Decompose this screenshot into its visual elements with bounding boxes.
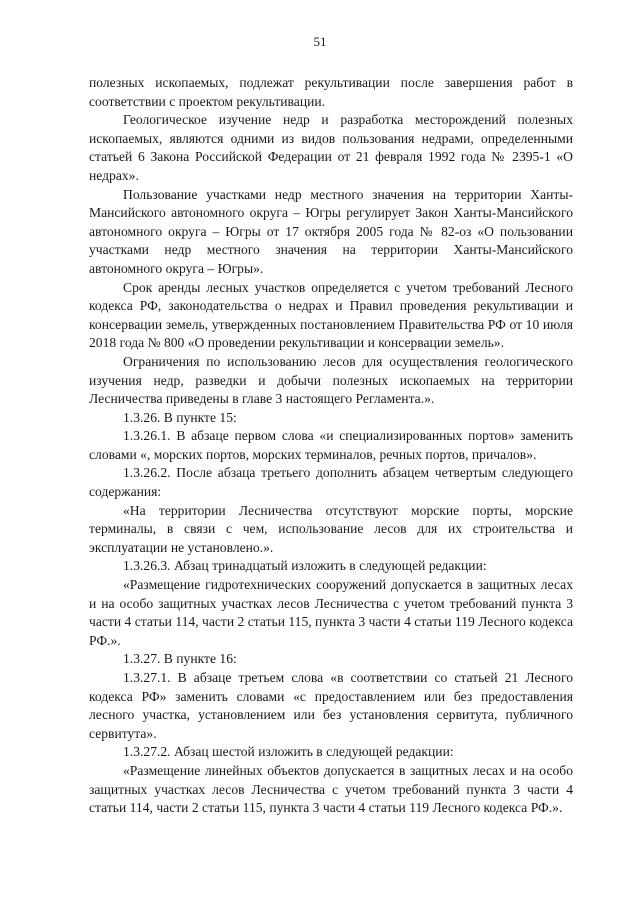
paragraph: 1.3.26. В пункте 15: xyxy=(123,409,237,425)
paragraph: Геологическое изучение недр и разработка месторождений полезных ископаемых, являются одними из видов пользования недрами, определенными статьей 6 Закона Российской Федерации от 21 февраля 1992 года № 2395-1 «О недрах». xyxy=(89,112,573,183)
paragraph: 1.3.26.2. После абзаца третьего дополнить абзацем четвертым следующего содержания: xyxy=(89,465,573,500)
paragraph: 1.3.27.1. В абзаце третьем слова «в соответствии со статьей 21 Лесного кодекса РФ» заменить словами «с предоставлением или без предоставления лесного участка, установлением или без установления сервитута, публичного сервитута». xyxy=(89,670,573,741)
paragraph: полезных ископаемых, подлежат рекультивации после завершения работ в соответствии с проектом рекультивации. xyxy=(89,75,573,109)
paragraph: «На территории Лесничества отсутствуют морские порты, морские терминалы, в связи с чем, использование лесов для их строительства и эксплуатации не установлено.». xyxy=(89,502,573,555)
paragraph: «Размещение гидротехнических сооружений допускается в защитных лесах и на особо защитных участках лесов Лесничества с учетом требований пункта 3 части 4 статьи 114, части 2 статьи 115, пункта 3 части 4 статьи 119 Лесного кодекса РФ.». xyxy=(89,577,574,648)
paragraph: «Размещение линейных объектов допускается в защитных лесах и на особо защитных участках лесов Лесничества с учетом требований пункта 3 части 4 статьи 114, части 2 статьи 115, пункта 3 части 4 статьи 119 Лесного кодекса РФ.». xyxy=(89,762,573,816)
paragraph: Пользование участками недр местного значения на территории Ханты-Мансийского автономного округа – Югры регулирует Закон Ханты-Мансийского автономного округа – Югры от 17 октября 2005 года № 82-оз «О пользовании участками недр местного значения на территории Ханты-Мансийского автономного округа – Югры». xyxy=(89,186,573,276)
paragraph: 1.3.27. В пункте 16: xyxy=(123,651,237,667)
paragraph: 1.3.26.3. Абзац тринадцатый изложить в следующей редакции: xyxy=(123,558,487,574)
page-number: 51 xyxy=(313,34,327,49)
paragraph: Ограничения по использованию лесов для осуществления геологического изучения недр, разведки и добычи полезных ископаемых на территории Лесничества приведены в главе 3 настоящего Регламента.». xyxy=(89,353,573,407)
document-body xyxy=(89,74,573,818)
paragraph: 1.3.26.1. В абзаце первом слова «и специализированных портов» заменить словами «, морских портов, морских терминалов, речных портов, причалов». xyxy=(89,428,573,462)
paragraph: Срок аренды лесных участков определяется с учетом требований Лесного кодекса РФ, законодательства о недрах и Правил проведения рекультивации и консервации земель, утвержденных постановлением Правительства РФ от 10 июля 2018 года № 800 «О проведении рекультивации и консервации земель». xyxy=(89,279,573,351)
paragraph: 1.3.27.2. Абзац шестой изложить в следующей редакции: xyxy=(123,744,454,760)
